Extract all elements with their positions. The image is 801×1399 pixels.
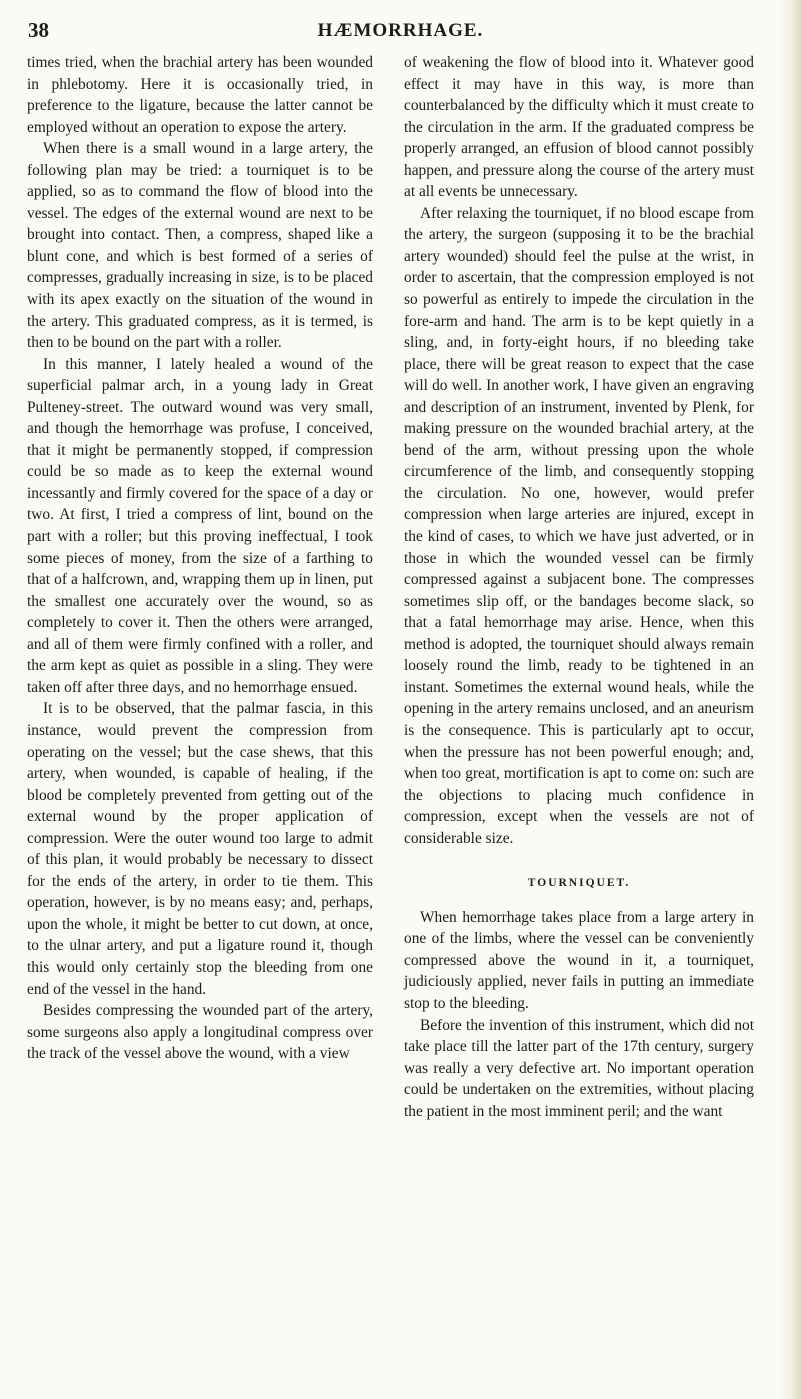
left-column xyxy=(27,52,373,1065)
page-number: 38 xyxy=(28,18,49,42)
page-header xyxy=(28,14,773,48)
paragraph: When hemorrhage takes place from a large artery in one of the limbs, where the vessel can be conveniently compressed above the wound in it, a tourniquet, judiciously applied, never fails in putting an immediate stop to the bleeding. xyxy=(404,908,754,1012)
paragraph: Before the invention of this instrument, which did not take place till the latter part of the 17th century, surgery was really a very defective art. No important operation could be undertaken on the extremities, without placing the patient in the most imminent peril; and the want xyxy=(404,1016,754,1120)
paragraph: It is to be observed, that the palmar fascia, in this instance, would prevent the compression from operating on the vessel; but the case shews, that this artery, when wounded, is capable of healing, if the blood be completely prevented from getting out of the external wound by the proper application of compression. Were the outer wound too large to admit of this plan, it would probably be necessary to dissect for the ends of the artery, in order to tie them. This operation, however, is by no means easy; and, perhaps, upon the whole, it might be better to cut down, at once, to the ulnar artery, and put a ligature round it, though this would only certainly stop the bleeding from one end of the vessel in the hand. xyxy=(27,700,373,998)
paragraph: Besides compressing the wounded part of the artery, some surgeons also apply a longitudinal compress over the track of the vessel above the wound, with a view xyxy=(27,1002,373,1063)
paragraph: When there is a small wound in a large artery, the following plan may be tried: a tourniquet is to be applied, so as to command the flow of blood into the vessel. The edges of the external wound are next to be brought into contact. Then, a compress, shaped like a blunt cone, and which is best formed of a series of compresses, gradually increasing in size, is to be placed with its apex exactly on the situation of the wound in the artery. This graduated compress, as it is termed, is then to be bound on the part with a roller. xyxy=(27,140,373,352)
running-head: HÆMORRHAGE. xyxy=(317,20,484,41)
paragraph: In this manner, I lately healed a wound of the superficial palmar arch, in a young lady in Great Pulteney-street. The outward wound was very small, and though the hemorrhage was profuse, I conceived, that it might be permanently stopped, if compression could be so made as to keep the external wound incessantly and firmly covered for the space of a day or two. At first, I tried a compress of lint, bound on the part with a roller; but this proving ineffectual, I took some pieces of money, from the size of a farthing to that of a halfcrown, and, wrapping them up in linen, put the smallest one accurately over the wound, so as completely to cover it. Then the others were arranged, and all of them were firmly confined with a roller, and the arm kept as quiet as possible in a sling. They were taken off after three days, and no hemorrhage ensued. xyxy=(27,355,373,696)
page-edge-shadow xyxy=(779,0,801,1399)
section-heading: TOURNIQUET. xyxy=(527,877,631,890)
paragraph: After relaxing the tourniquet, if no blood escape from the artery, the surgeon (supposing it to be the brachial artery wounded) should feel the pulse at the wrist, in order to ascertain, that the compression employed is not so powerful as entirely to impede the circulation in the fore-arm and hand. The arm is to be kept quietly in a sling, and, in forty-eight hours, if no bleeding take place, there will be great reason to expect that the case will do well. In another work, I have given an engraving and description of an instrument, invented by Plenk, for making pressure on the wounded brachial artery, at the bend of the arm, without pressing upon the whole circumference of the limb, and consequently stopping the circulation. No one, however, would prefer compression when large arteries are injured, except in the kind of cases, to which we have just adverted, or in those in which the wounded vessel can be firmly compressed against a subjacent bone. The compresses sometimes slip off, or the bandages become slack, so that a fatal hemorrhage may arise. Hence, when this method is adopted, the tourniquet should always remain loosely round the limb, ready to be tightened in an instant. Sometimes the external wound heals, while the opening in the artery remains unclosed, and an aneurism is the consequence. This is particularly apt to occur, when the pressure has not been powerful enough; and, when too great, mortification is apt to come on: such are the objections to placing much confidence in compression, except when the vessels are not of considerable size. xyxy=(404,204,754,847)
paragraph: of weakening the flow of blood into it. Whatever good effect it may have in this way, is more than counterbalanced by the difficulty which it must create to the circulation in the arm. If the graduated compress be properly arranged, an effusion of blood cannot possibly happen, and pressure along the course of the artery must at all events be unnecessary. xyxy=(404,54,754,201)
paragraph: times tried, when the brachial artery has been wounded in phlebotomy. Here it is occasionally tried, in preference to the ligature, because the latter cannot be employed without an operation to expose the artery. xyxy=(27,54,373,136)
right-column xyxy=(404,52,754,1122)
